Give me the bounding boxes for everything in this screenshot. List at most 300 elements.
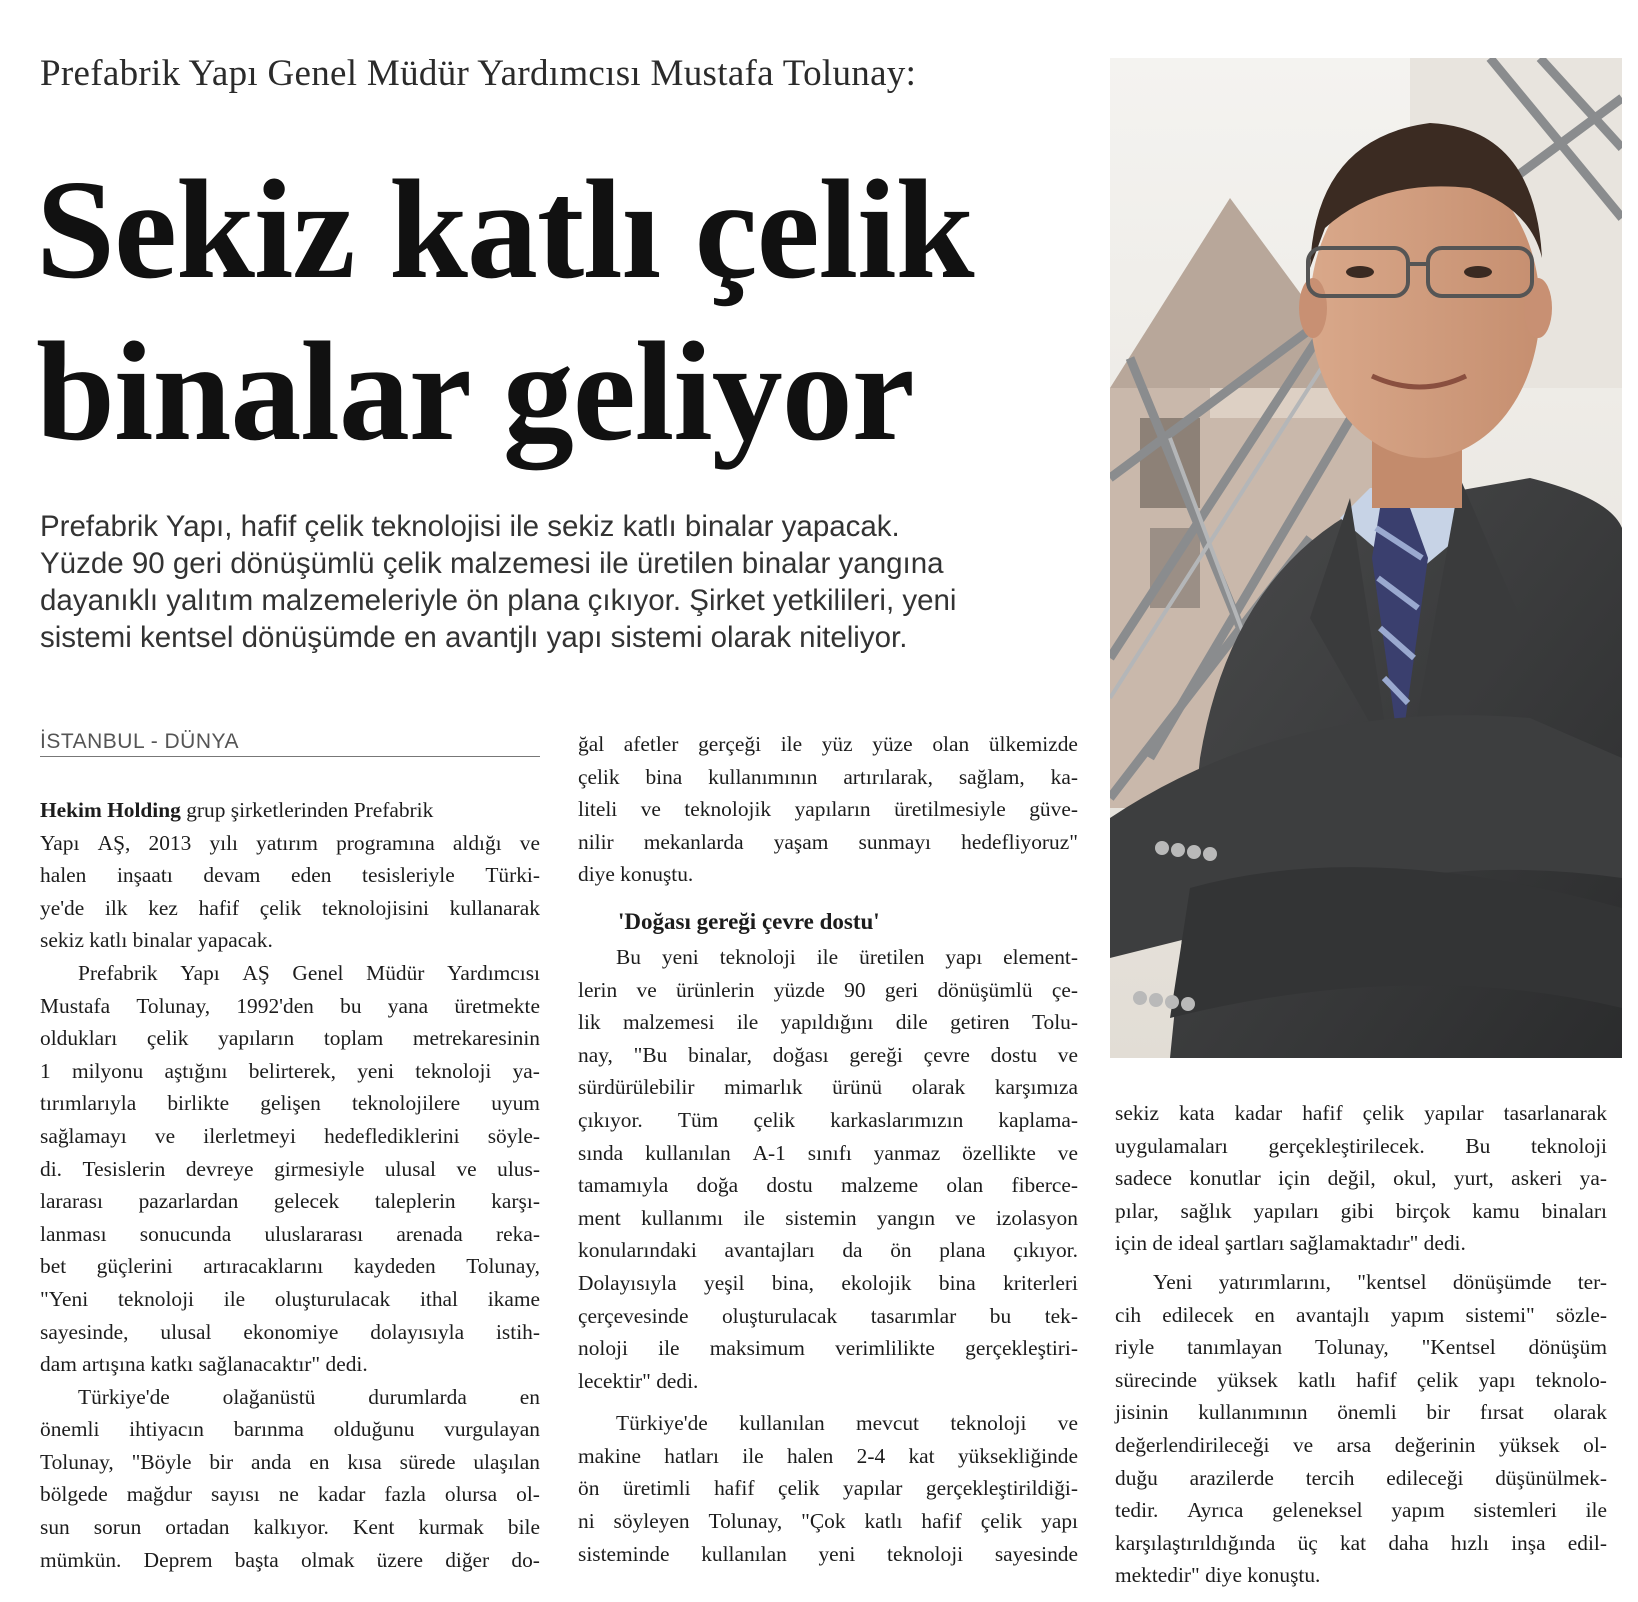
word: gerçekleştiri-: [965, 1336, 1078, 1361]
word: 2-4: [856, 1443, 886, 1468]
word: teknoloji: [117, 1286, 194, 1311]
lead-line: Prefabrik Yapı, hafif çelik teknolojisi ile sekiz katlı binalar yapacak.: [40, 510, 900, 543]
article-column-1: [40, 794, 540, 1576]
text-line: [40, 1316, 540, 1349]
word: Türkiye'de: [78, 1384, 170, 1409]
text-line: [1115, 1429, 1607, 1462]
word: ürünü: [832, 1075, 883, 1100]
word: çelik: [1362, 1101, 1405, 1125]
word: sunmayı: [858, 829, 932, 854]
word: kullanımı: [641, 1205, 724, 1230]
word: verimlilikte: [835, 1336, 935, 1361]
word: pılar,: [1115, 1198, 1159, 1223]
word: olarak: [911, 1075, 966, 1100]
word: liteli: [578, 797, 618, 822]
word: makine: [578, 1443, 641, 1468]
text-line: [40, 1544, 540, 1577]
word: tesisleriyle: [362, 863, 455, 888]
text-line: [1115, 1396, 1607, 1429]
word: karşımıza: [994, 1075, 1078, 1100]
word: bina: [938, 1270, 976, 1295]
word: ne: [278, 1482, 299, 1507]
word: artıracaklarını: [203, 1254, 324, 1279]
word: yatırımlarını,: [1218, 1269, 1331, 1294]
word: ile: [223, 1286, 246, 1311]
word: 1: [40, 1058, 51, 1083]
text-line: diye konuştu.: [578, 862, 694, 887]
text-line: [1115, 1331, 1607, 1364]
word: başta: [234, 1547, 279, 1572]
word: izolasyon: [995, 1205, 1078, 1230]
text-line: [578, 826, 1078, 859]
word: hafif: [714, 1476, 755, 1501]
word: istih-: [495, 1319, 540, 1344]
word: "Yeni: [40, 1286, 89, 1311]
word: güçlerini: [96, 1254, 173, 1279]
word: yapılar: [1424, 1101, 1484, 1125]
word: ya-: [512, 1058, 540, 1083]
word: kadar: [1234, 1101, 1283, 1125]
word: fiberce-: [1011, 1173, 1078, 1198]
word: yaşam: [773, 829, 829, 854]
word: üç: [1297, 1530, 1318, 1555]
word: sekiz: [1115, 1101, 1159, 1125]
word: ile: [658, 1336, 680, 1361]
word: malzeme: [840, 1173, 919, 1198]
word: da: [842, 1238, 863, 1263]
word: lik: [578, 1010, 601, 1035]
word: ve: [154, 1123, 176, 1148]
word: toplam: [323, 1026, 384, 1051]
word: mimarlık: [724, 1075, 803, 1100]
word: edileceği: [1386, 1465, 1464, 1490]
word: en: [309, 1449, 330, 1474]
word: barınma: [233, 1417, 304, 1442]
word: düşünülmek-: [1495, 1465, 1607, 1490]
word: olarak: [1553, 1400, 1607, 1425]
word: teknoloji: [950, 1411, 1027, 1436]
word: duğu: [1115, 1465, 1158, 1490]
text-line: [578, 1104, 1078, 1137]
word: çerçevesinde: [578, 1303, 689, 1328]
word: ter-: [1577, 1269, 1607, 1294]
word: 2013: [148, 830, 192, 855]
word: kez: [148, 895, 178, 920]
word: getiren: [950, 1010, 1010, 1035]
word: sorun: [93, 1515, 142, 1540]
word: ulus-: [497, 1156, 540, 1181]
lead-line: sistemi kentsel dönüşümde en avantjlı yapı sistemi olarak niteliyor.: [40, 621, 908, 654]
word: kaplama-: [998, 1107, 1078, 1132]
word: bir: [1426, 1400, 1451, 1425]
word: maksimum: [709, 1336, 805, 1361]
word: yüksekliğinde: [957, 1443, 1078, 1468]
word: bina: [645, 764, 683, 789]
word: olan: [946, 1173, 984, 1198]
text-line: [578, 1505, 1078, 1538]
word: gerçekleştirilecek.: [1268, 1133, 1425, 1158]
word: dile: [895, 1010, 928, 1035]
word: ile: [816, 944, 839, 969]
word: halen: [40, 863, 87, 888]
word: yapılar: [843, 1476, 903, 1501]
text-line: [578, 1440, 1078, 1473]
word: metrekaresinin: [412, 1026, 540, 1051]
word: çıkıyor.: [1013, 1238, 1078, 1263]
word: sonucunda: [139, 1221, 232, 1246]
word: yüksek: [1499, 1432, 1560, 1457]
word: yapıların: [218, 1026, 295, 1051]
word: geleneksel: [1272, 1498, 1363, 1523]
word: konutlar: [1189, 1166, 1261, 1191]
word: yurt,: [1453, 1166, 1494, 1191]
word: sistemi": [1465, 1302, 1535, 1327]
word: cih: [1115, 1302, 1142, 1327]
word: lararası: [40, 1189, 103, 1214]
text-line: [40, 1120, 540, 1153]
word: Mustafa: [40, 993, 111, 1018]
text-line: [578, 1267, 1078, 1300]
text-line: [40, 794, 540, 827]
word: yapıları: [1253, 1198, 1319, 1223]
word: inşaatı: [116, 863, 173, 888]
headline-line-1: Sekiz katlı çelik: [36, 150, 974, 308]
word: riyle: [1115, 1335, 1155, 1360]
word: Bu: [616, 944, 641, 969]
word: olağanüstü: [222, 1384, 316, 1409]
word: değil,: [1327, 1166, 1376, 1191]
word: hatları: [664, 1443, 719, 1468]
word: en: [519, 1384, 540, 1409]
word: Genel: [292, 960, 344, 985]
word: ülkemizde: [988, 732, 1078, 756]
word: yapı: [1041, 1509, 1078, 1534]
text-line: [40, 1055, 540, 1088]
word: geri: [884, 977, 919, 1002]
word: çelik: [1416, 1367, 1459, 1392]
word: ve: [636, 977, 657, 1002]
word: kat: [1339, 1530, 1367, 1555]
word: karkaslarımızın: [830, 1107, 964, 1132]
word: "Böyle: [131, 1449, 192, 1474]
word: yapım: [1391, 1498, 1445, 1523]
text-line: [578, 1202, 1078, 1235]
word: oluşturulacak: [274, 1286, 391, 1311]
word: yapı: [1478, 1367, 1516, 1392]
word: kaydeden: [353, 1254, 436, 1279]
word: hedeflediklerini: [324, 1123, 460, 1148]
word: tasarlanarak: [1503, 1101, 1607, 1125]
word: olursa: [444, 1482, 498, 1507]
word: sağlam,: [958, 764, 1025, 789]
word: sun: [40, 1515, 70, 1540]
word: Müdür: [366, 960, 425, 985]
word: yeşil: [704, 1270, 745, 1295]
word: askeri: [1511, 1166, 1563, 1191]
word: çevre: [923, 1042, 970, 1067]
word: edilecek: [1162, 1302, 1234, 1327]
word: Yeni: [1153, 1269, 1193, 1294]
word: ve: [1292, 1432, 1314, 1457]
word: Tolunay,: [1314, 1335, 1389, 1360]
word: nilir: [578, 829, 614, 854]
word: daha: [1388, 1530, 1429, 1555]
word: uygulamaları: [1115, 1133, 1228, 1158]
word: teknoloji: [415, 1058, 492, 1083]
word: sında: [578, 1140, 624, 1165]
word: üretmekte: [454, 993, 540, 1018]
word: sürdürülebilir: [578, 1075, 695, 1100]
word: Tüm: [677, 1107, 719, 1132]
word: AŞ,: [97, 830, 131, 855]
word: ile: [742, 1443, 764, 1468]
word: di.: [40, 1156, 62, 1181]
word: Tolunay,: [136, 993, 211, 1018]
text-line: [40, 1511, 540, 1544]
company-name: Hekim Holding: [40, 798, 181, 822]
word: inşa: [1511, 1530, 1546, 1555]
word: Yapı: [40, 830, 80, 855]
word: girmesiyle: [274, 1156, 365, 1181]
word: mümkün.: [40, 1547, 122, 1572]
word: fırsat: [1479, 1400, 1524, 1425]
word: sağlık: [1180, 1198, 1232, 1223]
word: afetler: [623, 732, 679, 756]
word: 1992'den: [236, 993, 314, 1018]
text-line: [578, 941, 1078, 974]
word: kadar: [317, 1482, 366, 1507]
word: tek-: [1044, 1303, 1078, 1328]
word: bu: [340, 993, 362, 1018]
word: dostu: [990, 1042, 1038, 1067]
word: karşılaştırıldığında: [1115, 1530, 1276, 1555]
word: yana: [387, 993, 429, 1018]
word: önemli: [1337, 1400, 1397, 1425]
word: devam: [203, 863, 261, 888]
word: yapıların: [794, 797, 871, 822]
word: üretilen: [859, 944, 925, 969]
word: ile: [1585, 1498, 1607, 1523]
word: önemli: [40, 1417, 100, 1442]
word: diğer: [445, 1547, 490, 1572]
word: uluslararası: [264, 1221, 364, 1246]
text-line: [1115, 1097, 1607, 1130]
headline: [36, 148, 1116, 472]
word: sağlamayı: [40, 1123, 127, 1148]
word: tercih: [1305, 1465, 1355, 1490]
word: Yapı: [180, 960, 220, 985]
word: çıkıyor.: [578, 1107, 643, 1132]
word: ni: [578, 1509, 595, 1534]
word: lanması: [40, 1221, 107, 1246]
word: olan: [932, 732, 970, 756]
word: "Kentsel: [1421, 1335, 1496, 1360]
text-line: [40, 859, 540, 892]
word: ve: [955, 1205, 976, 1230]
word: ve: [1057, 1411, 1078, 1436]
word: sistemleri: [1473, 1498, 1557, 1523]
word: sisteminde: [578, 1541, 670, 1566]
text-line: [40, 1250, 540, 1283]
word: katlı: [1297, 1367, 1337, 1392]
word: ve: [1057, 1042, 1078, 1067]
word: ulaşılan: [473, 1449, 540, 1474]
word: ment: [578, 1205, 621, 1230]
lead-line: dayanıklı yalıtım malzemeleriyle ön plana çıkıyor. Şirket yetkilileri, yeni: [40, 584, 957, 617]
word: yanmaz: [873, 1140, 941, 1165]
word: Yardımcısı: [447, 960, 540, 985]
word: Deprem: [143, 1547, 213, 1572]
word: ol-: [1583, 1432, 1607, 1457]
word: kat: [908, 1443, 935, 1468]
word: aştığını: [164, 1058, 228, 1083]
word: Kent: [352, 1515, 395, 1540]
word: teknolojilere: [351, 1091, 461, 1116]
word: milyonu: [71, 1058, 144, 1083]
word: vurgulayan: [444, 1417, 540, 1442]
text-line: [40, 1218, 540, 1251]
word: Tesislerin: [82, 1156, 166, 1181]
word: hafif: [1302, 1101, 1343, 1125]
word: ulusal: [384, 1156, 436, 1181]
word: ulusal: [160, 1319, 212, 1344]
word: do-: [511, 1547, 540, 1572]
word: teknoloji: [719, 944, 796, 969]
word: ka-: [1050, 764, 1078, 789]
word: teknolo-: [1535, 1367, 1607, 1392]
text-line: sekiz katlı binalar yapacak.: [40, 928, 273, 953]
text-line: [40, 892, 540, 925]
word: noloji: [578, 1336, 628, 1361]
word: dostu: [766, 1173, 813, 1198]
text-line: [578, 761, 1078, 794]
text-line: dam artışına katkı sağlanacaktır" dedi.: [40, 1352, 368, 1377]
word: "Bu: [633, 1042, 668, 1067]
word: ile: [743, 1205, 765, 1230]
word: sayesinde,: [40, 1319, 129, 1344]
word: yüz: [821, 732, 853, 756]
text-line: [578, 1538, 1078, 1571]
word: yılı: [209, 830, 238, 855]
word: doğası: [772, 1042, 829, 1067]
text-line: [578, 1071, 1078, 1104]
text-line: [578, 1169, 1078, 1202]
word: dönüşümde: [1452, 1269, 1552, 1294]
word: kriterleri: [1003, 1270, 1078, 1295]
word: Türkiye'de: [616, 1411, 708, 1436]
word: sınıfı: [807, 1140, 852, 1165]
word: yeni: [357, 1058, 395, 1083]
word: güve-: [1029, 797, 1078, 822]
word: "Çok: [801, 1509, 846, 1534]
word: malzemesi: [622, 1010, 715, 1035]
word: mağdur: [126, 1482, 193, 1507]
word: sadece: [1115, 1166, 1172, 1191]
word: teknolojisini: [322, 895, 429, 920]
word: üzere: [376, 1547, 423, 1572]
word: üretimli: [622, 1476, 691, 1501]
text-line: [578, 1407, 1078, 1440]
word: kalkıyor.: [253, 1515, 329, 1540]
word: hafif: [198, 895, 240, 920]
word: ol-: [516, 1482, 540, 1507]
word: kullanarak: [449, 895, 540, 920]
word: doğa: [696, 1173, 739, 1198]
word: halen: [786, 1443, 834, 1468]
text-line: [1115, 1462, 1607, 1495]
word: yüze: [872, 732, 913, 756]
text-line: [40, 1413, 540, 1446]
text-line: [40, 1446, 540, 1479]
text-line: [1115, 1266, 1607, 1299]
kicker: Prefabrik Yapı Genel Müdür Yardımcısı Mustafa Tolunay:: [40, 53, 917, 94]
word: yapım: [1390, 1302, 1445, 1327]
word: söyleyen: [613, 1509, 690, 1534]
word: Dolayısıyla: [578, 1270, 677, 1295]
headline-line-2: binalar geliyor: [36, 312, 914, 470]
word: ortadan: [165, 1515, 230, 1540]
word: çelik: [753, 1107, 796, 1132]
word: plana: [939, 1238, 986, 1263]
word: ye'de: [40, 895, 85, 920]
text-line: [578, 1137, 1078, 1170]
word: hedefliyoruz": [961, 829, 1078, 854]
word: binalar,: [688, 1042, 752, 1067]
word: Bu: [1465, 1133, 1491, 1158]
word: sözle-: [1555, 1302, 1607, 1327]
text-line: [40, 827, 540, 860]
word: yapı: [945, 944, 983, 969]
text-line: [40, 957, 540, 990]
word: olmak: [300, 1547, 355, 1572]
text-line: [578, 1300, 1078, 1333]
word: ve: [1057, 1140, 1078, 1165]
text-line: mektedir" diye konuştu.: [1115, 1563, 1321, 1588]
word: tedir.: [1115, 1498, 1159, 1523]
word: avantajları: [724, 1238, 815, 1263]
word: üretilmesiyle: [894, 797, 1006, 822]
word: ile: [780, 732, 803, 756]
word: oldukları: [40, 1026, 118, 1051]
word: tırımlarıyla: [40, 1091, 137, 1116]
word: Tolunay,: [40, 1449, 114, 1474]
word: özellikte: [962, 1140, 1036, 1165]
word: birçok: [1395, 1198, 1451, 1223]
word: kullanılan: [701, 1541, 787, 1566]
word: kullanımının: [708, 764, 818, 789]
word: yatırım: [256, 830, 318, 855]
word: gelişen: [260, 1091, 321, 1116]
word: bet: [40, 1254, 67, 1279]
word: taleplerin: [374, 1189, 456, 1214]
word: kamu: [1472, 1198, 1520, 1223]
text-line: [1115, 1130, 1607, 1163]
word: arazilerde: [1189, 1465, 1274, 1490]
word: lerin: [578, 977, 618, 1002]
text-line: [578, 1472, 1078, 1505]
word: element-: [1003, 944, 1078, 969]
word: Tolu-: [1031, 1010, 1078, 1035]
text-line: [1115, 1299, 1607, 1332]
word: programına: [336, 830, 435, 855]
word: teknolojik: [684, 797, 772, 822]
word: gelecek: [273, 1189, 340, 1214]
word: Tolunay,: [466, 1254, 540, 1279]
word: sürede: [399, 1449, 456, 1474]
word: ön: [890, 1238, 912, 1263]
word: ve: [640, 797, 661, 822]
text-line: [578, 728, 1078, 761]
